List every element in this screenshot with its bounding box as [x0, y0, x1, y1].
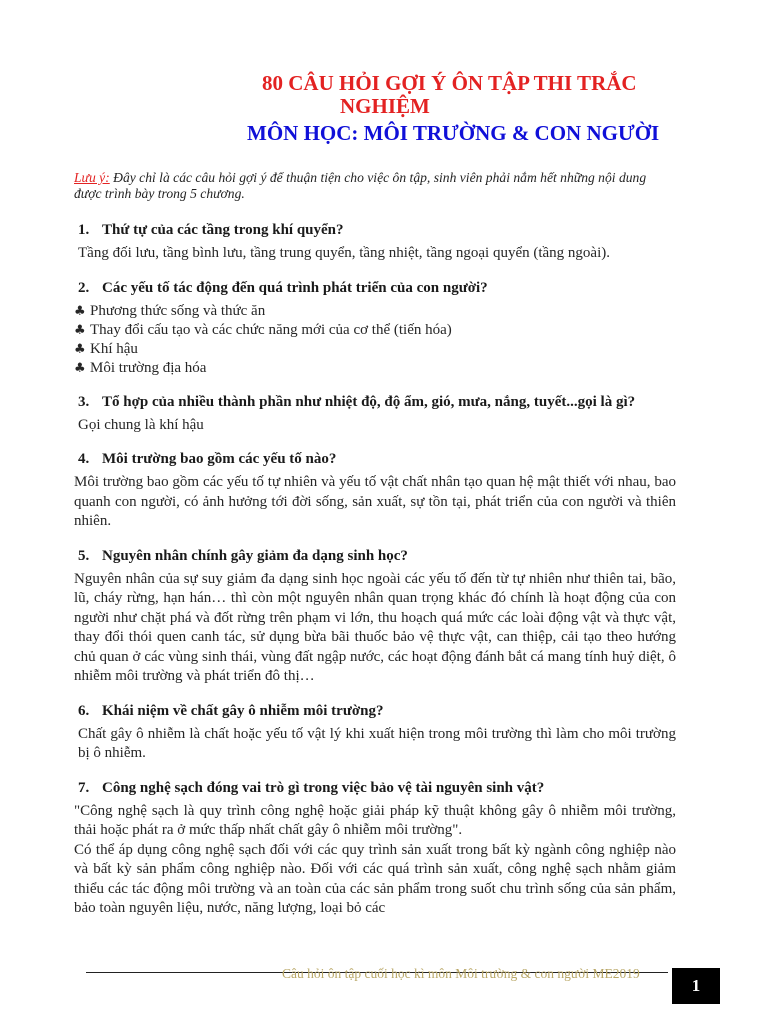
note-paragraph — [74, 170, 674, 202]
club-bullet-icon: ♣ — [74, 341, 86, 357]
footer-text: Câu hỏi ôn tập cuối học kì môn Môi trường & con người ME2019 — [282, 966, 640, 981]
answer-text: Tầng đối lưu, tầng bình lưu, tầng trung quyển, tầng nhiệt, tầng ngoại quyển (tầng ngoài). — [78, 245, 610, 261]
note-text: Đây chỉ là các câu hỏi gợi ý để thuận tiện cho việc ôn tập, sinh viên phải nắm hết những nội dung được trình bày trong 5 chương. — [74, 170, 647, 201]
question-heading — [78, 449, 676, 469]
list-item-text: Thay đổi cấu tạo và các chức năng mới của cơ thể (tiến hóa) — [90, 321, 452, 338]
list-item-text: Môi trường địa hóa — [90, 359, 207, 376]
question-text: Khái niệm về chất gây ô nhiễm môi trường? — [102, 702, 384, 719]
course-subtitle: MÔN HỌC: MÔI TRƯỜNG & CON NGƯỜI — [247, 121, 660, 145]
answer-text: "Công nghệ sạch là quy trình công nghệ hoặc giải pháp kỹ thuật không gây ô nhiễm môi trường, thải hoặc phát ra ở mức thấp nhất chất gây ô nhiễm môi trường". — [74, 802, 676, 838]
question-list — [74, 220, 676, 933]
question-number: 1. — [78, 222, 90, 238]
page-number: 1 — [672, 968, 720, 1004]
answer-text: Nguyên nhân của sự suy giảm đa dạng sinh học ngoài các yếu tố đến từ tự nhiên như thiên tai, bão, lũ, cháy rừng, hạn hán… thì còn một nguyên nhân quan trọng khác đó chính là hoạt động của con người như chặt phá và đốt rừng trên phạm vi lớn, thu hoạch quá mức các loài động vật và thực vật, thay đổi thói quen canh tác, sử dụng bừa bãi thuốc bảo vệ thực vật, can thiệp, cải tạo theo hướng chủ quan ở các vùng sinh thái, vùng đất ngập nước, các hoạt động đánh bắt cá mang tính huỷ diệt, ô nhiễm môi trường và phát triển đô thị… — [74, 570, 676, 684]
answer-text: Chất gây ô nhiễm là chất hoặc yếu tố vật lý khi xuất hiện trong môi trường thì làm cho môi trường bị ô nhiễm. — [78, 725, 676, 761]
document-title-continued: NGHIỆM — [340, 94, 430, 118]
answer-bullet-list — [74, 302, 676, 378]
question-number: 4. — [78, 451, 90, 467]
question-number: 5. — [78, 547, 90, 564]
question-heading — [78, 220, 676, 240]
question-text: Nguyên nhân chính gây giảm đa dạng sinh học? — [102, 547, 408, 564]
list-item — [74, 302, 676, 321]
question-heading — [78, 278, 676, 298]
list-item — [74, 321, 676, 340]
question-heading — [78, 392, 676, 412]
list-item — [74, 359, 676, 378]
list-item — [74, 340, 676, 359]
question-heading — [78, 546, 676, 566]
question-number: 7. — [78, 779, 90, 796]
question-text: Các yếu tố tác động đến quá trình phát triển của con người? — [102, 279, 488, 296]
question-text: Tổ hợp của nhiều thành phần như nhiệt độ, độ ẩm, gió, mưa, nắng, tuyết...gọi là gì? — [102, 393, 636, 410]
answer-text: Môi trường bao gồm các yếu tố tự nhiên và yếu tố vật chất nhân tạo quan hệ mật thiết với nhau, bao quanh con người, có ảnh hưởng tới đời sống, sản xuất, sự tồn tại, phát triển của con người và thiên nhiên. — [74, 474, 676, 529]
document-title: 80 CÂU HỎI GỢI Ý ÔN TẬP THI TRẮC — [262, 71, 637, 95]
note-label: Lưu ý: — [74, 170, 110, 185]
club-bullet-icon: ♣ — [74, 360, 86, 376]
question-heading — [78, 701, 676, 721]
list-item-text: Khí hậu — [90, 340, 138, 357]
answer-text-continued: Có thể áp dụng công nghệ sạch đối với các quy trình sản xuất trong bất kỳ ngành công nghiệp nào và bất kỳ sản phẩm công nghiệp nào. Đối với các quá trình sản xuất, công nghệ sạch nhằm giảm thiểu các tác động môi trường và an toàn của các sản phẩm trong suốt chu trình sống của sản phẩm, bảo toàn nguyên liệu, nước, năng lượng, loại bỏ các — [74, 841, 676, 916]
question-text: Công nghệ sạch đóng vai trò gì trong việc bảo vệ tài nguyên sinh vật? — [102, 779, 545, 796]
list-item-text: Phương thức sống và thức ăn — [90, 302, 266, 319]
answer-text: Gọi chung là khí hậu — [78, 416, 204, 433]
club-bullet-icon: ♣ — [74, 303, 86, 319]
question-number: 2. — [78, 279, 90, 296]
question-number: 6. — [78, 702, 90, 719]
question-text: Môi trường bao gồm các yếu tố nào? — [102, 451, 337, 467]
question-text: Thứ tự của các tầng trong khí quyển? — [102, 222, 344, 238]
question-heading — [78, 778, 676, 798]
club-bullet-icon: ♣ — [74, 322, 86, 338]
question-number: 3. — [78, 393, 90, 410]
